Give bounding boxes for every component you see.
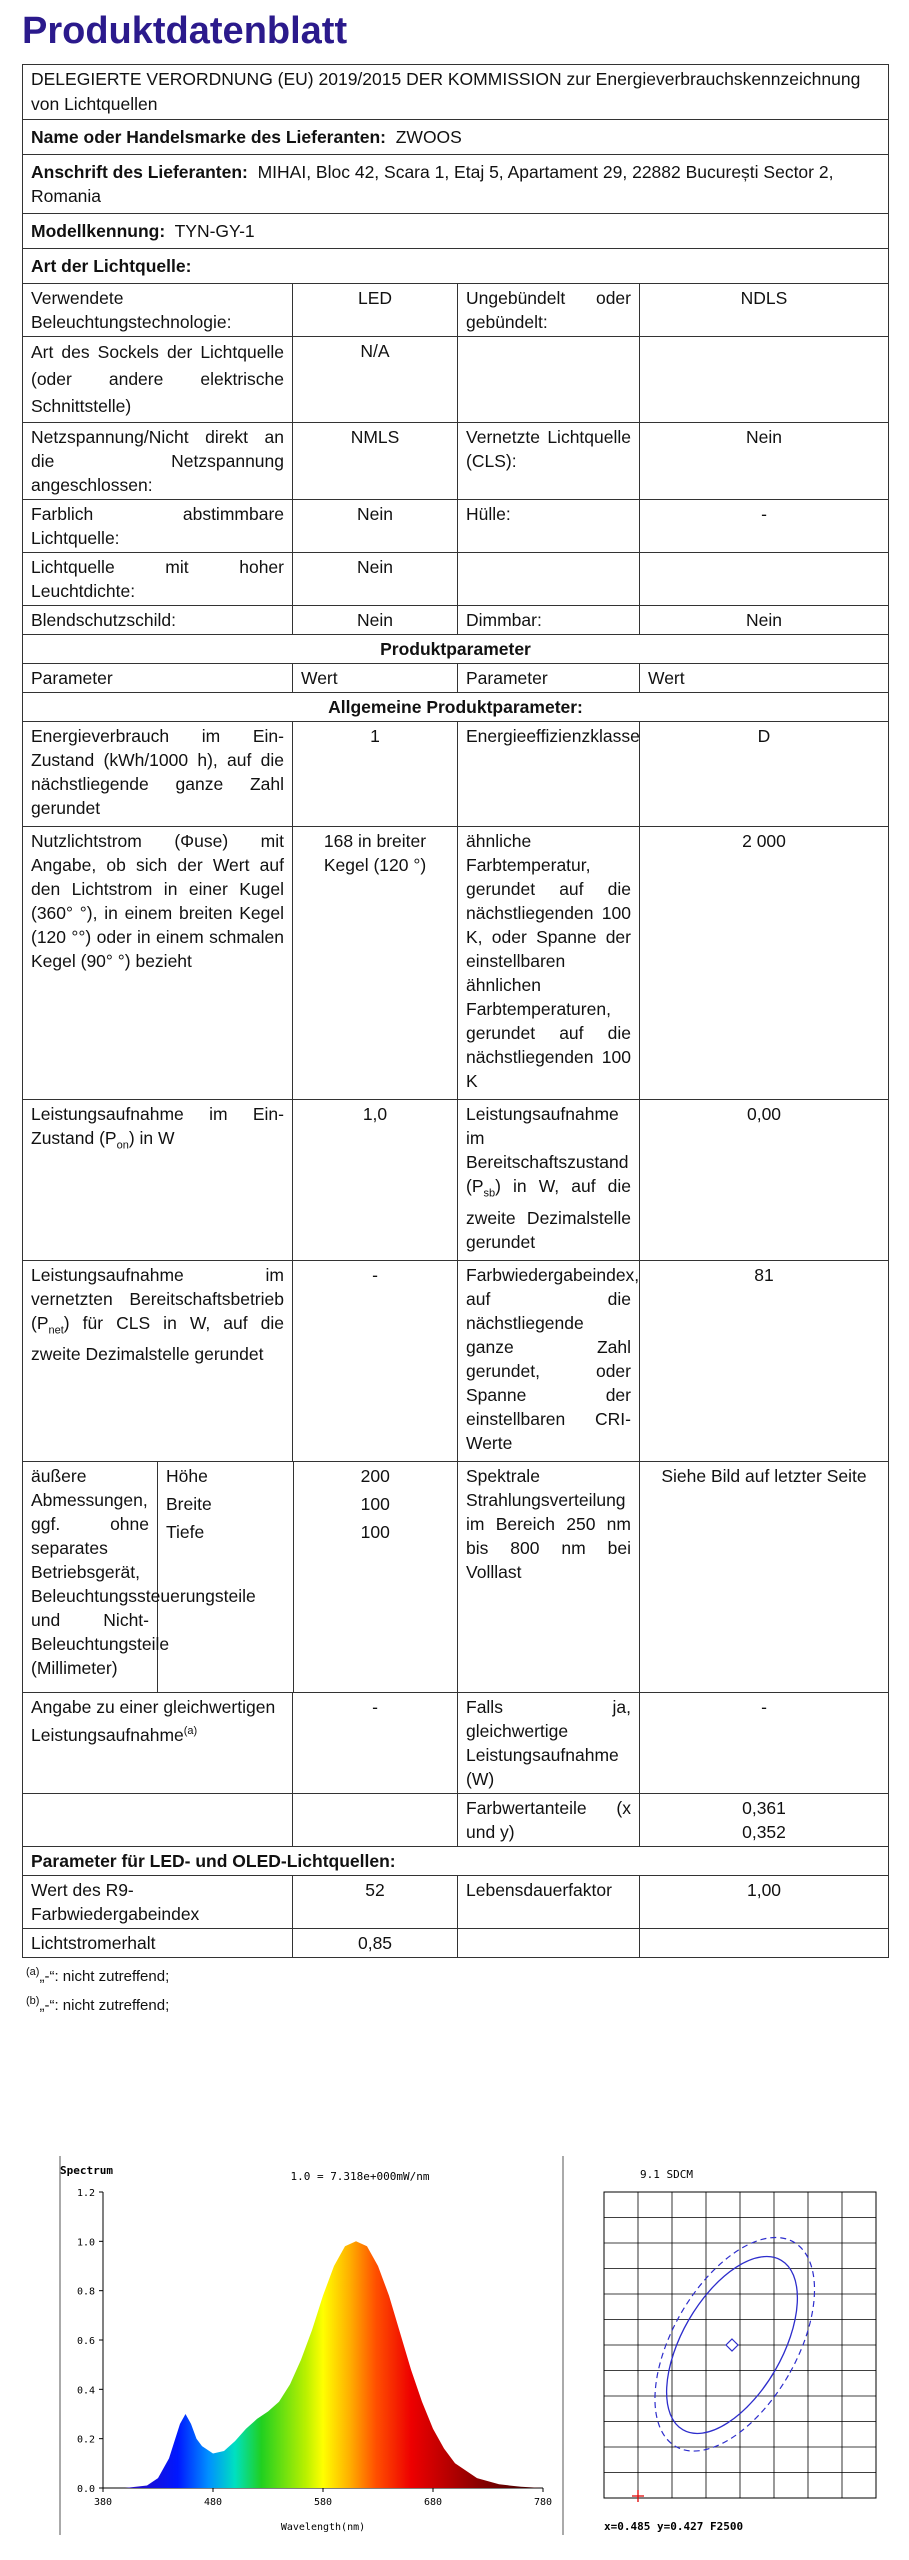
empty-cell [458, 1928, 640, 1957]
empty-cell [640, 553, 889, 606]
equiv-w-value: - [640, 1692, 889, 1793]
dimmable-label: Dimmbar: [458, 606, 640, 635]
class-label: Energieeffizienzklasse [458, 722, 640, 827]
maintenance-value: 0,85 [293, 1928, 458, 1957]
spectrum-x-tick-label: 680 [423, 2497, 443, 2508]
cap-value: N/A [293, 337, 458, 423]
spectrum-annotation: 1.0 = 7.318e+000mW/nm [290, 2170, 430, 2183]
spd-value: Siehe Bild auf letzter Seite [640, 1461, 889, 1692]
spd-label: Spektrale Strahlungsverteilung im Bereich 250 nm bis 800 nm bei Volllast [458, 1461, 640, 1692]
focus-value: NDLS [640, 284, 889, 337]
spectrum-y-tick-label: 1.0 [76, 2237, 95, 2249]
empty-cell [458, 337, 640, 423]
envelope-label: Hülle: [458, 500, 640, 553]
product-params-heading: Produktparameter [23, 635, 889, 664]
supplier-value: ZWOOS [395, 127, 462, 147]
cct-value: 2 000 [640, 827, 889, 1100]
empty-cell [458, 553, 640, 606]
psb-value: 0,00 [640, 1100, 889, 1261]
regulation-text: DELEGIERTE VERORDNUNG (EU) 2019/2015 DER KOMMISSION zur Energieverbrauchskennzeichnung von Lichtquellen [23, 65, 889, 120]
class-value: D [640, 722, 889, 827]
pon-value: 1,0 [293, 1100, 458, 1261]
depth-label: Tiefe [158, 1518, 293, 1692]
spectrum-y-tick-label: 1.2 [76, 2188, 95, 2199]
light-source-heading: Art der Lichtquelle: [23, 249, 889, 284]
model-row: Modellkennung: TYN-GY-1 [23, 214, 889, 249]
spectrum-y-tick-label: 0.8 [76, 2286, 95, 2298]
psb-label: Leistungsaufnahme im Bereitschaftszustand $(P_{sb})$ in W, auf die zweite Dezimalstelle gerundet [458, 1100, 640, 1261]
col-header-param: Parameter [458, 664, 640, 693]
cls-label: Vernetzte Lichtquelle (CLS): [458, 423, 640, 500]
maintenance-label: Lichtstromerhalt [23, 1928, 293, 1957]
cri-label: Farbwiedergabeindex, auf die nächstliegende ganze Zahl gerundet, oder Spanne der einstellbaren CRI-Werte [458, 1260, 640, 1461]
address-value: MIHAI, Bloc 42, Scara 1, Etaj 5, Apartament 29, 22882 București Sector 2, Romania [31, 162, 834, 206]
width-label: Breite [158, 1490, 293, 1518]
glare-label: Blendschutzschild: [23, 606, 293, 635]
dimmable-value: Nein [640, 606, 889, 635]
high-luminance-label: Lichtquelle mit hoher Leuchtdichte: [23, 553, 293, 606]
spectrum-y-tick-label: 0.2 [76, 2434, 95, 2446]
mains-value: NMLS [293, 423, 458, 500]
energy-label: Energieverbrauch im Ein-Zustand (kWh/1000 h), auf die nächstliegende ganze Zahl gerundet [23, 722, 293, 827]
equiv-label: Angabe zu einer gleichwertigen Leistungsaufnahme$^{(a)}$ [23, 1692, 293, 1793]
dimensions-subtable [158, 1462, 457, 1692]
height-value: 200 [360, 1465, 390, 1486]
spectrum-series-area [103, 2241, 543, 2488]
led-params-heading: Parameter für LED- und OLED-Lichtquellen: [23, 1846, 889, 1875]
col-header-value: Wert [293, 664, 458, 693]
cap-label: Art des Sockels der Lichtquelle (oder andere elektrische Schnittstelle) [23, 337, 293, 423]
spectrum-y-tick-label: 0.0 [76, 2484, 95, 2495]
flux-label: Nutzlichtstrom (Φuse) mit Angabe, ob sich der Wert auf den Lichtstrom in einer Kugel (360° °), in einem breiten Kegel (120 °°) oder in einem schmalen Kegel (90° °) bezieht [23, 827, 293, 1100]
reference-marker [632, 2490, 644, 2502]
cri-value: 81 [640, 1260, 889, 1461]
chromaticity-chart [604, 2168, 876, 2533]
width-value: 100 [360, 1493, 390, 1514]
flux-value: 168 in breiter Kegel (120 °) [293, 827, 458, 1100]
high-luminance-value: Nein [293, 553, 458, 606]
spectrum-y-tick-label: 0.6 [76, 2336, 95, 2347]
empty-cell [293, 1793, 458, 1846]
mains-label: Netzspannung/Nicht direkt an die Netzspannung angeschlossen: [23, 423, 293, 500]
chroma-value [640, 1793, 889, 1846]
cie-readout: x=0.485 y=0.427 F2500 [604, 2520, 744, 2533]
charts-svg [0, 2150, 909, 2550]
envelope-value: - [640, 500, 889, 553]
spectrum-chart [60, 2164, 552, 2533]
glare-value: Nein [293, 606, 458, 635]
spectrum-x-tick-label: 780 [533, 2497, 553, 2508]
survival-value: 1,00 [640, 1875, 889, 1928]
model-value: TYN-GY-1 [174, 221, 255, 241]
footnotes [22, 1960, 888, 2018]
cls-value: Nein [640, 423, 889, 500]
supplier-row: Name oder Handelsmarke des Lieferanten: ZWOOS [23, 120, 889, 155]
spectrum-xlabel: Wavelength(nm) [280, 2522, 366, 2533]
empty-cell [640, 1928, 889, 1957]
spectrum-x-tick-label: 580 [313, 2497, 333, 2508]
survival-label: Lebensdauerfaktor [458, 1875, 640, 1928]
chromaticity-point [726, 2339, 738, 2351]
cct-label: ähnliche Farbtemperatur, gerundet auf die nächstliegenden 100 K, oder Spanne der einstellbaren ähnlichen Farbtemperaturen, gerundet auf die nächstliegenden 100 K [458, 827, 640, 1100]
dimensions-label: äußere Abmessungen, ggf. ohne separates Betriebsgerät, Beleuchtungssteuerungsteile und Nicht-Beleuchtungsteile (Millimeter) [23, 1461, 158, 1692]
charts-area [0, 2150, 909, 2550]
pnet-label: Leistungsaufnahme im vernetzten Bereitschaftsbetrieb $(P_{net})$ für CLS in W, auf die zweite Dezimalstelle gerundet [23, 1260, 293, 1461]
address-row: Anschrift des Lieferanten: MIHAI, Bloc 42, Scara 1, Etaj 5, Apartament 29, 22882 București Sector 2, Romania [23, 155, 889, 214]
energy-value: 1 [293, 722, 458, 827]
tunable-value: Nein [293, 500, 458, 553]
r9-label: Wert des R9-Farbwiedergabeindex [23, 1875, 293, 1928]
tech-label: Verwendete Beleuchtungstechnologie: [23, 284, 293, 337]
depth-value: 100 [360, 1521, 390, 1542]
spec-table [22, 64, 889, 1958]
spectrum-x-tick-label: 380 [93, 2497, 113, 2508]
dimensions-cell [158, 1461, 458, 1692]
chroma-y: 0,352 [742, 1821, 786, 1842]
footnote-a: $^{(a)}$„-“: nicht zutreffend; [26, 1965, 170, 1985]
col-header-param: Parameter [23, 664, 293, 693]
empty-cell [23, 1793, 293, 1846]
spectrum-y-tick-label: 0.4 [76, 2385, 95, 2397]
tech-value: LED [293, 284, 458, 337]
general-params-heading: Allgemeine Produktparameter: [23, 693, 889, 722]
empty-cell [640, 337, 889, 423]
height-label: Höhe [158, 1462, 293, 1490]
spectrum-x-tick-label: 480 [203, 2497, 223, 2508]
col-header-value: Wert [640, 664, 889, 693]
spectrum-title: Spectrum [60, 2164, 113, 2177]
cie-title: 9.1 SDCM [640, 2168, 693, 2181]
tunable-label: Farblich abstimmbare Lichtquelle: [23, 500, 293, 553]
pon-label: Leistungsaufnahme im Ein-Zustand $(P_{on})$ in W [23, 1100, 293, 1261]
chroma-x: 0,361 [742, 1797, 786, 1818]
page-title: Produktdatenblatt [22, 10, 348, 52]
equiv-w-label: Falls ja, gleichwertige Leistungsaufnahme (W) [458, 1692, 640, 1793]
datasheet [22, 10, 888, 2018]
pnet-value: - [293, 1260, 458, 1461]
equiv-value: - [293, 1692, 458, 1793]
chroma-label: Farbwertanteile (x und y) [458, 1793, 640, 1846]
r9-value: 52 [293, 1875, 458, 1928]
focus-label: Ungebündelt oder gebündelt: [458, 284, 640, 337]
footnote-b: $^{(b)}$„-“: nicht zutreffend; [26, 1994, 170, 2014]
